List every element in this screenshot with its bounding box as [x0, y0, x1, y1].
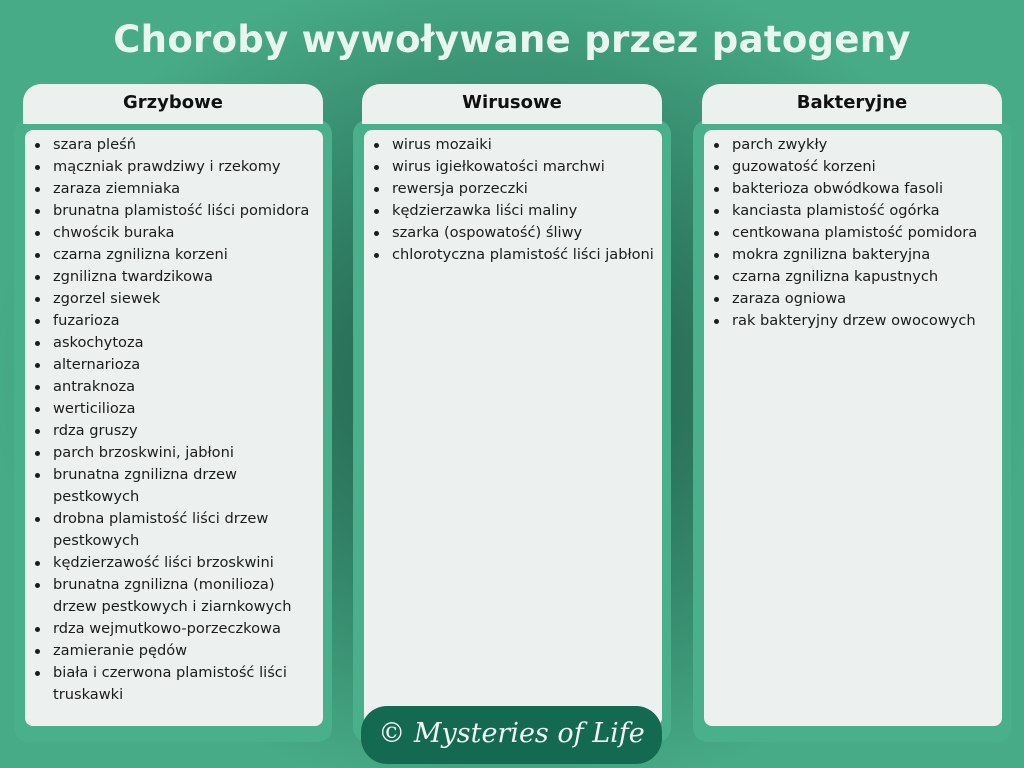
- list-item: szara pleśń: [53, 134, 323, 156]
- column-heading: Wirusowe: [362, 84, 662, 124]
- list-item: mączniak prawdziwy i rzekomy: [53, 156, 323, 178]
- list-item: wirus mozaiki: [392, 134, 662, 156]
- list-item: brunatna zgnilizna drzew pestkowych: [53, 464, 323, 508]
- list-item: czarna zgnilizna kapustnych: [732, 266, 1002, 288]
- list-item: brunatna zgnilizna (monilioza) drzew pestkowych i ziarnkowych: [53, 574, 323, 618]
- list-item: rewersja porzeczki: [392, 178, 662, 200]
- list-item: guzowatość korzeni: [732, 156, 1002, 178]
- list-item: zaraza ziemniaka: [53, 178, 323, 200]
- list-item: werticilioza: [53, 398, 323, 420]
- column-fungal: [23, 84, 323, 703]
- list-item: fuzarioza: [53, 310, 323, 332]
- column-frame: [14, 120, 332, 742]
- list-item: zamieranie pędów: [53, 640, 323, 662]
- list-item: parch zwykły: [732, 134, 1002, 156]
- list-item: szarka (ospowatość) śliwy: [392, 222, 662, 244]
- disease-list: [47, 134, 323, 706]
- list-item: zgnilizna twardzikowa: [53, 266, 323, 288]
- column-heading: Grzybowe: [23, 84, 323, 124]
- list-item: kędzierzawka liści maliny: [392, 200, 662, 222]
- list-item: askochytoza: [53, 332, 323, 354]
- list-item: zaraza ogniowa: [732, 288, 1002, 310]
- column-frame: [353, 120, 671, 742]
- disease-list: [386, 134, 662, 266]
- list-item: centkowana plamistość pomidora: [732, 222, 1002, 244]
- list-item: wirus igiełkowatości marchwi: [392, 156, 662, 178]
- list-item: alternarioza: [53, 354, 323, 376]
- watermark-logo: © Mysteries of Life: [361, 706, 662, 764]
- list-item: rdza gruszy: [53, 420, 323, 442]
- disease-list-box: [364, 130, 662, 726]
- list-item: kanciasta plamistość ogórka: [732, 200, 1002, 222]
- list-item: mokra zgnilizna bakteryjna: [732, 244, 1002, 266]
- column-bacterial: [702, 84, 1002, 329]
- list-item: brunatna plamistość liści pomidora: [53, 200, 323, 222]
- list-item: drobna plamistość liści drzew pestkowych: [53, 508, 323, 552]
- list-item: zgorzel siewek: [53, 288, 323, 310]
- disease-list: [726, 134, 1002, 332]
- list-item: rdza wejmutkowo-porzeczkowa: [53, 618, 323, 640]
- list-item: biała i czerwona plamistość liści truskawki: [53, 662, 323, 706]
- list-item: rak bakteryjny drzew owocowych: [732, 310, 1002, 332]
- list-item: czarna zgnilizna korzeni: [53, 244, 323, 266]
- page-title: Choroby wywoływane przez patogeny: [113, 18, 911, 61]
- list-item: parch brzoskwini, jabłoni: [53, 442, 323, 464]
- list-item: kędzierzawość liści brzoskwini: [53, 552, 323, 574]
- disease-list-box: [25, 130, 323, 726]
- list-item: bakterioza obwódkowa fasoli: [732, 178, 1002, 200]
- list-item: chwościk buraka: [53, 222, 323, 244]
- column-heading: Bakteryjne: [702, 84, 1002, 124]
- column-frame: [693, 120, 1011, 742]
- disease-list-box: [704, 130, 1002, 726]
- column-viral: [362, 84, 662, 263]
- list-item: antraknoza: [53, 376, 323, 398]
- list-item: chlorotyczna plamistość liści jabłoni: [392, 244, 662, 266]
